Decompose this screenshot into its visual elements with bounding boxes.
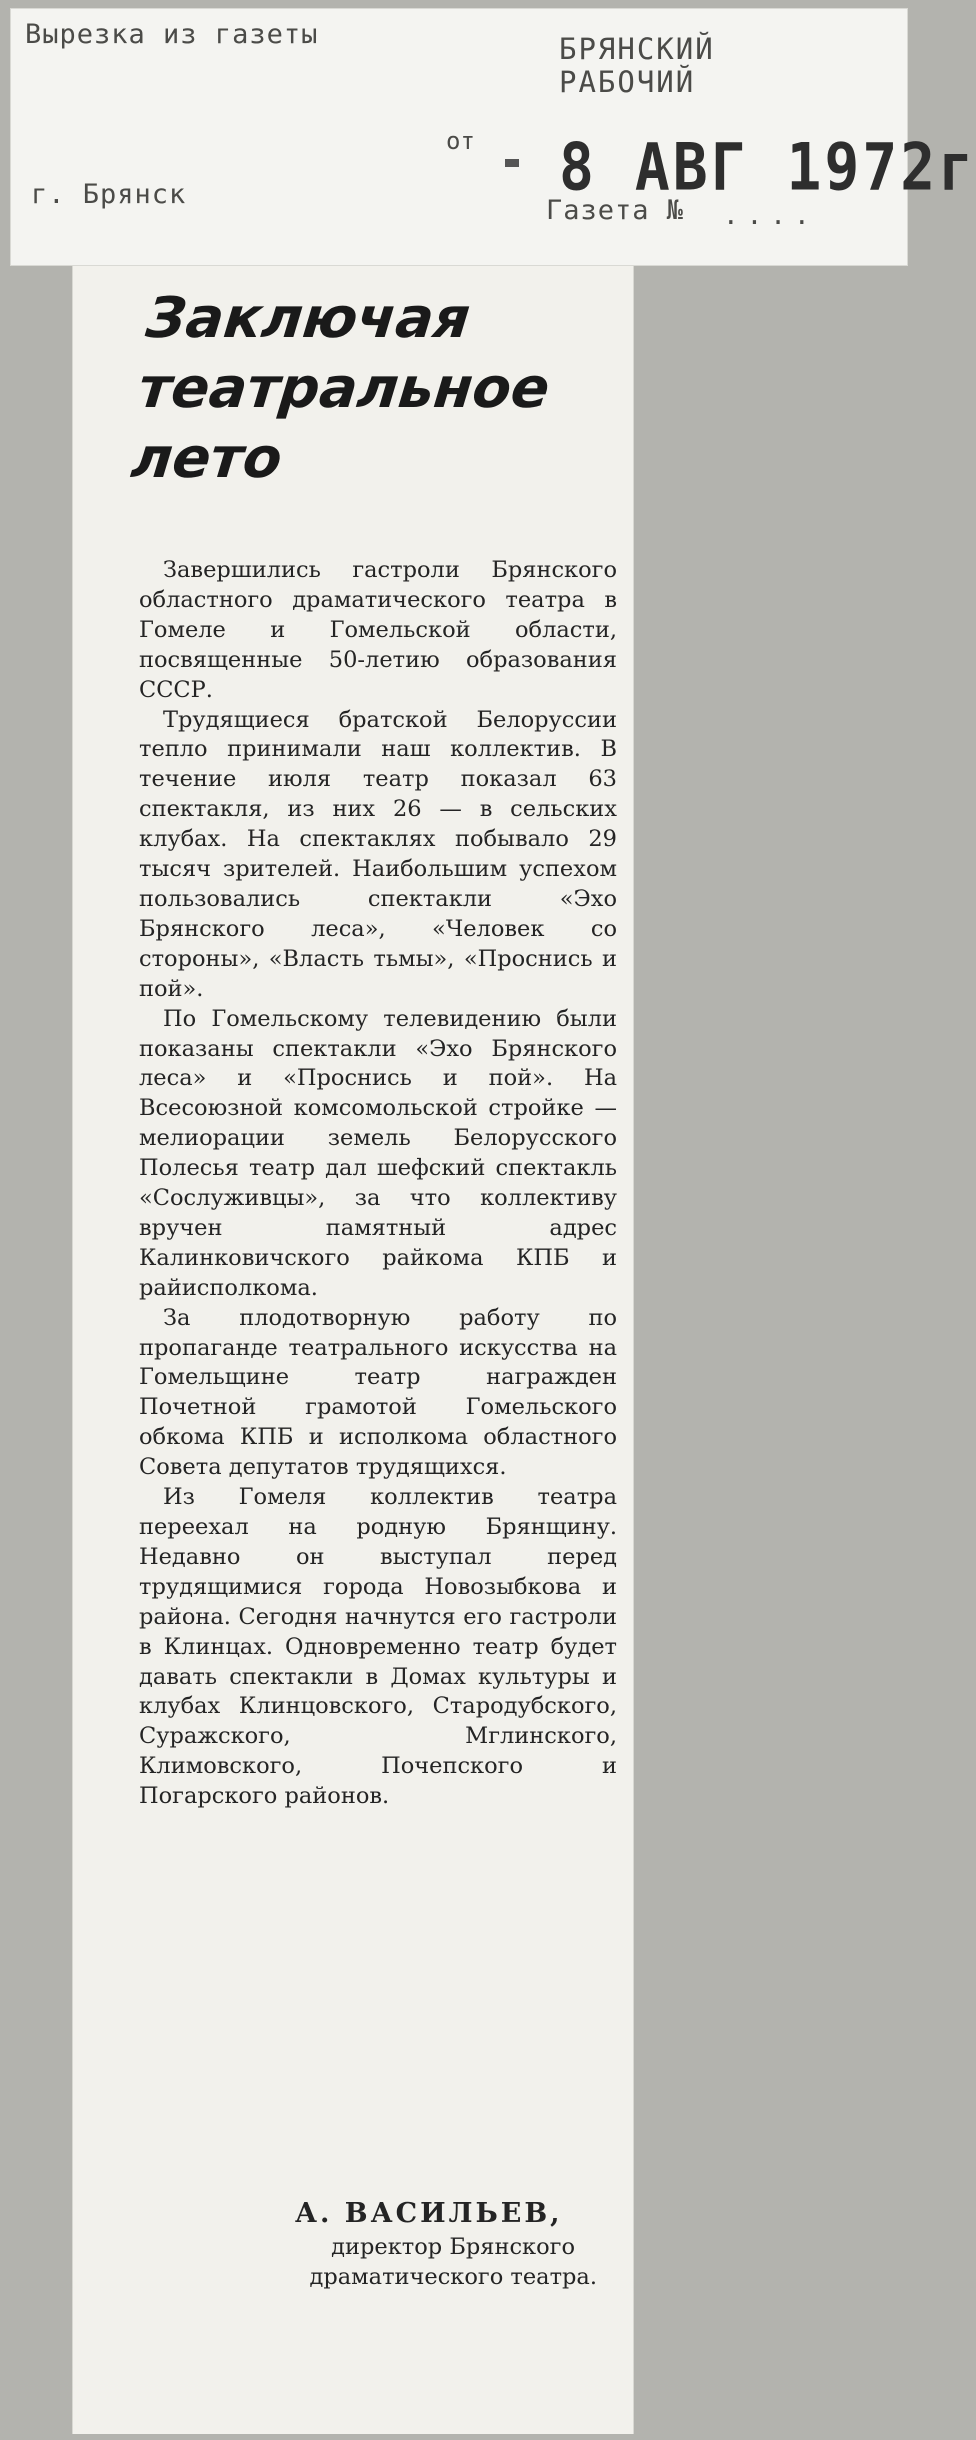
article-paragraph: Завершились гастроли Брянского областного драматического театра в Гомеле и Гомельской области, посвященные 50-летию образования СССР. (139, 557, 617, 703)
clipping-label-card (10, 8, 976, 266)
newspaper-name: БРЯНСКИЙ РАБОЧИЙ (559, 32, 715, 99)
issue-number-label: Газета № (546, 195, 685, 226)
article-body (139, 556, 617, 1812)
date-stamp: 8 АВГ 1972г (559, 129, 976, 206)
headline-line: Заключая (142, 286, 474, 351)
author-name: А. ВАСИЛЬЕВ, (295, 2198, 563, 2229)
newspaper-clipping (72, 266, 634, 2434)
author-role-line: директор Брянского (331, 2234, 575, 2260)
author-role-line: драматического театра. (309, 2264, 597, 2290)
author-role (139, 2232, 617, 2292)
issue-number-blank: .... (723, 201, 818, 231)
article-paragraph: Трудящиеся братской Белоруссии тепло принимали наш коллектив. В течение июля театр показал 63 спектакля, из них 26 — в сельских клубах. На спектаклях побывало 29 тысяч зрителей. Наибольшим успехом пользовались спектакли «Эхо Брянского леса», «Человек со стороны», «Власть тьмы», «Проснись и пой». (139, 706, 617, 1002)
stamp-mark (505, 159, 519, 167)
article-paragraph: Из Гомеля коллектив театра переехал на родную Брянщину. Недавно он выступал перед трудящимися города Новозыбкова и района. Сегодня начнутся его гастроли в Клинцах. Одновременно театр будет давать спектакли в Домах культуры и клубах Клинцовского, Стародубского, Суражского, Мглинского, Климовского, Почепского и Погарского районов. (139, 1484, 617, 1810)
headline-line: театральное (135, 356, 553, 421)
article-paragraph: По Гомельскому телевидению были показаны спектакли «Эхо Брянского леса» и «Проснись и пой». На Всесоюзной комсомольской стройке — мелиорации земель Белорусского Полесья театр дал шефский спектакль «Сослуживцы», за что коллективу вручен памятный адрес Калинковичского райкома КПБ и райисполкома. (139, 1005, 617, 1301)
date-prefix: от (446, 127, 475, 155)
article-signature (139, 2196, 617, 2292)
city-label: г. Брянск (31, 179, 187, 210)
clipping-source-label: Вырезка из газеты (25, 19, 319, 50)
article-headline (128, 284, 580, 494)
article-paragraph: За плодотворную работу по пропаганде театрального искусства на Гомельщине театр награжден Почетной грамотой Гомельского обкома КПБ и исполкома областного Совета депутатов трудящихся. (139, 1304, 617, 1481)
headline-line: лето (128, 426, 286, 491)
